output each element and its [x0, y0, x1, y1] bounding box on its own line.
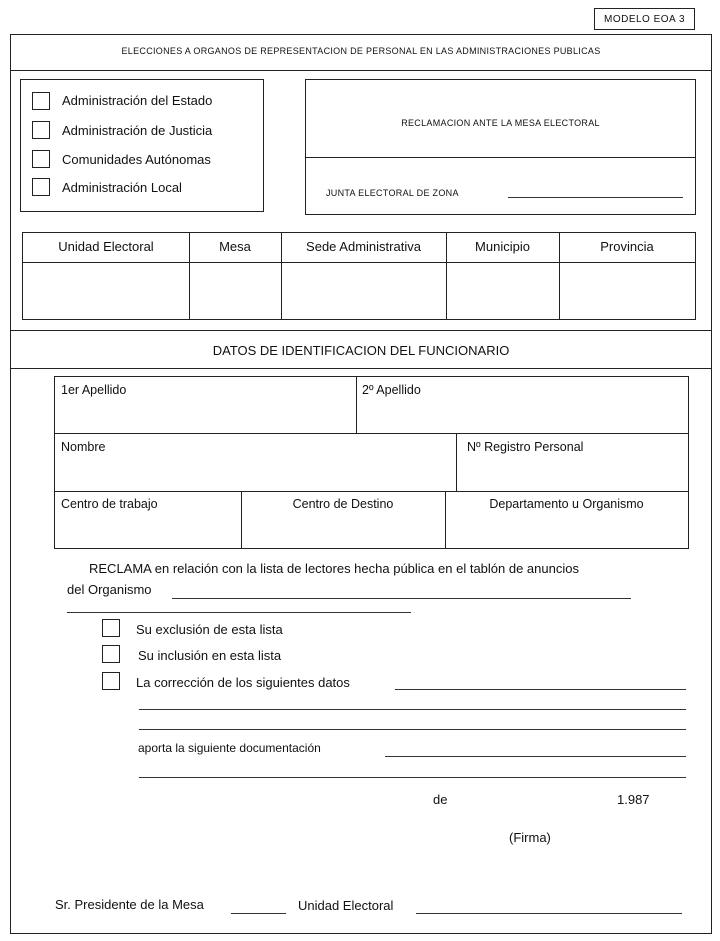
unidad-electoral-field[interactable]: [24, 263, 188, 318]
reclama-text-line1: RECLAMA en relación con la lista de lectores hecha pública en el tablón de anuncios: [89, 561, 579, 576]
unit-table: [22, 232, 696, 320]
claim-box: [305, 79, 696, 215]
apellido2-label: 2º Apellido: [362, 383, 421, 397]
municipio-field[interactable]: [447, 263, 558, 318]
junta-label: JUNTA ELECTORAL DE ZONA: [326, 188, 459, 198]
comunidades-label: Comunidades Autónomas: [62, 152, 211, 167]
checkbox-admin-estado[interactable]: [32, 92, 50, 110]
presidente-input-line[interactable]: [231, 913, 286, 914]
unidad-electoral-input-line[interactable]: [416, 913, 682, 914]
admin-justicia-label: Administración de Justicia: [62, 123, 213, 138]
section-top-divider: [11, 330, 711, 331]
presidente-label: Sr. Presidente de la Mesa: [55, 897, 204, 912]
checkbox-admin-local[interactable]: [32, 178, 50, 196]
id-grid: [54, 376, 689, 549]
datos-input-line-2[interactable]: [139, 729, 686, 730]
admin-local-label: Administración Local: [62, 180, 182, 195]
mesa-field[interactable]: [190, 263, 280, 318]
administration-box: [20, 79, 264, 212]
col-mesa: Mesa: [219, 239, 251, 254]
model-label: MODELO EOA 3: [594, 8, 695, 30]
centro-trabajo-label: Centro de trabajo: [61, 497, 158, 511]
admin-estado-label: Administración del Estado: [62, 93, 213, 108]
claim-box-title: RECLAMACION ANTE LA MESA ELECTORAL: [401, 118, 600, 128]
centro-destino-label: Centro de Destino: [292, 497, 394, 511]
checkbox-exclusion[interactable]: [102, 619, 120, 637]
sede-field[interactable]: [282, 263, 445, 318]
checkbox-correccion[interactable]: [102, 672, 120, 690]
junta-input-line[interactable]: [508, 197, 683, 198]
organismo-input-line-2[interactable]: [67, 612, 411, 613]
id-grid-row-divider: [55, 491, 688, 492]
checkbox-inclusion[interactable]: [102, 645, 120, 663]
id-grid-row-divider: [55, 433, 688, 434]
col-municipio: Municipio: [475, 239, 530, 254]
centro-destino-field[interactable]: [242, 515, 444, 547]
reclama-text-line2: del Organismo: [67, 582, 152, 597]
nombre-label: Nombre: [61, 440, 106, 454]
section-bottom-divider: [11, 368, 711, 369]
checkbox-admin-justicia[interactable]: [32, 121, 50, 139]
aporta-label: aporta la siguiente documentación: [138, 741, 321, 755]
apellido1-label: 1er Apellido: [61, 383, 127, 397]
unidad-electoral-footer-label: Unidad Electoral: [298, 898, 394, 913]
apellido2-field[interactable]: [357, 401, 687, 432]
datos-input-line-1[interactable]: [139, 709, 686, 710]
date-de-label: de: [433, 792, 448, 807]
date-year: 1.987: [617, 792, 650, 807]
col-sede-administrativa: Sede Administrativa: [306, 239, 421, 254]
documentacion-input-line-2[interactable]: [139, 777, 686, 778]
col-unidad-electoral: Unidad Electoral: [58, 239, 154, 254]
correccion-input-line[interactable]: [395, 689, 686, 690]
header-divider: [11, 70, 711, 71]
exclusion-label: Su exclusión de esta lista: [136, 622, 283, 637]
apellido1-field[interactable]: [56, 401, 355, 432]
section-title: DATOS DE IDENTIFICACION DEL FUNCIONARIO: [212, 343, 510, 358]
registro-personal-label: Nº Registro Personal: [467, 440, 584, 454]
organismo-input-line[interactable]: [172, 598, 631, 599]
checkbox-comunidades[interactable]: [32, 150, 50, 168]
registro-personal-field[interactable]: [457, 458, 687, 490]
documentacion-input-line[interactable]: [385, 756, 686, 757]
form-header-title: ELECCIONES A ORGANOS DE REPRESENTACION DE PERSONAL EN LAS ADMINISTRACIONES PUBLICAS: [121, 46, 601, 56]
form-frame: [10, 34, 712, 934]
correccion-label: La corrección de los siguientes datos: [136, 675, 350, 690]
inclusion-label: Su inclusión en esta lista: [138, 648, 282, 663]
firma-label: (Firma): [509, 830, 551, 845]
provincia-field[interactable]: [560, 263, 694, 318]
departamento-label: Departamento u Organismo: [489, 497, 644, 511]
centro-trabajo-field[interactable]: [56, 515, 240, 547]
col-provincia: Provincia: [600, 239, 654, 254]
nombre-field[interactable]: [56, 458, 455, 490]
departamento-field[interactable]: [446, 515, 687, 547]
claim-box-divider: [306, 157, 695, 158]
